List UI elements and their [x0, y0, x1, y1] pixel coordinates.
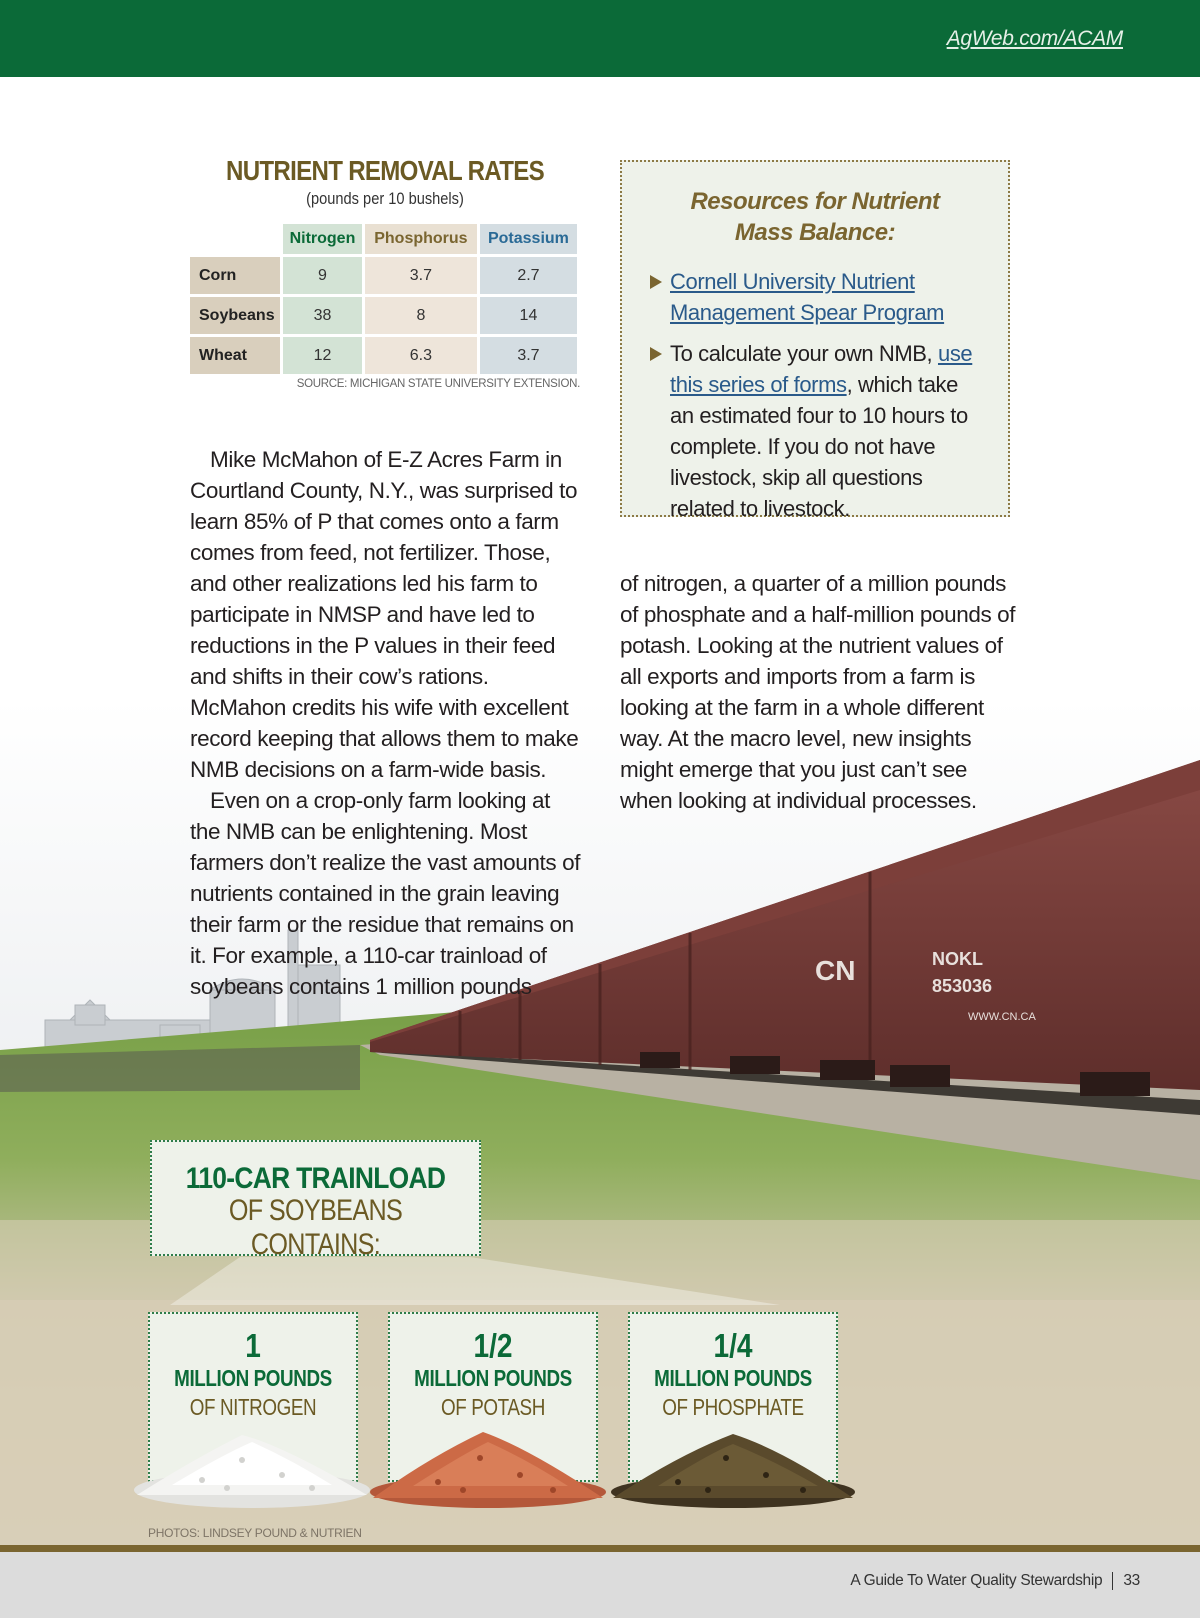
train-id-number: 853036: [932, 976, 993, 996]
article-column-left: [190, 444, 585, 1002]
amount-nutrient: OF NITROGEN: [189, 1394, 317, 1420]
row-header: Wheat: [190, 337, 280, 374]
amount-unit: MILLION POUNDS: [414, 1365, 572, 1391]
resource-text-pre: To calculate your own NMB,: [670, 341, 938, 366]
table-title: NUTRIENT REMOVAL RATES: [226, 155, 544, 186]
nutrient-table-block: [190, 155, 580, 390]
amount-value: 1/2: [473, 1327, 513, 1364]
resources-title-line2: Mass Balance:: [734, 219, 896, 246]
table-cell: 3.7: [365, 257, 477, 294]
resource-item: [650, 338, 980, 524]
table-cell: 12: [283, 337, 362, 374]
table-cell: 14: [480, 297, 577, 334]
header-bar: [0, 0, 1200, 77]
table-corner: [190, 224, 280, 254]
publication-title: A Guide To Water Quality Stewardship: [850, 1572, 1103, 1590]
table-cell: 2.7: [480, 257, 577, 294]
table-cell: 6.3: [365, 337, 477, 374]
trainload-callout: [150, 1140, 481, 1261]
footer-rule: [0, 1545, 1200, 1552]
article-paragraph: Mike McMahon of E-Z Acres Farm in Courtland County, N.Y., was surprised to learn 85% of P that comes onto a farm comes from feed, not fertilizer. Those, and other realizations led his farm to participate in NMSP and have led to reductions in the P values in their feed and shifts in their cow’s rations. McMahon credits his wife with excellent record keeping that allows them to make NMB decisions on a farm-wide basis.: [190, 447, 579, 782]
table-row: [190, 337, 577, 374]
amount-nutrient: OF PHOSPHATE: [662, 1394, 804, 1420]
footer-text: [850, 1572, 1140, 1590]
train-id-top: NOKL: [932, 949, 983, 969]
resources-title-line1: Resources for Nutrient: [690, 188, 940, 215]
amount-value: 1: [245, 1327, 261, 1364]
resource-text-post: , which take an estimated four to 10 hours to complete. If you do not have livestock, skip all questions related to livestock.: [670, 372, 968, 521]
resources-list: [650, 266, 1008, 524]
footer-bar: [0, 1552, 1200, 1618]
article-paragraph: Even on a crop-only farm looking at the NMB can be enlightening. Most farmers don’t realize the vast amounts of nutrients contained in the grain leaving their farm or the residue that remains on it. For example, a 110-car trainload of soybeans contains 1 million pounds: [190, 788, 581, 999]
footer-separator: [1112, 1572, 1113, 1590]
trainload-line1: 110-CAR TRAINLOAD: [185, 1162, 446, 1195]
train-web: WWW.CN.CA: [968, 1011, 1036, 1023]
table-subtitle: (pounds per 10 bushels): [306, 189, 464, 208]
nmb-forms-link[interactable]: use this series of forms: [670, 341, 973, 397]
header-url-link[interactable]: AgWeb.com/ACAM: [946, 27, 1123, 50]
row-header: Corn: [190, 257, 280, 294]
row-header: Soybeans: [190, 297, 280, 334]
amount-unit: MILLION POUNDS: [654, 1365, 812, 1391]
table-cell: 9: [283, 257, 362, 294]
amount-value: 1/4: [713, 1327, 753, 1364]
table-source: SOURCE: MICHIGAN STATE UNIVERSITY EXTENSION.: [296, 378, 580, 390]
triangle-bullet-icon: [650, 275, 662, 289]
amount-unit: MILLION POUNDS: [174, 1365, 332, 1391]
resource-item: [650, 266, 980, 328]
resources-box: [620, 160, 1010, 521]
trainload-line2: OF SOYBEANS CONTAINS:: [228, 1194, 403, 1261]
table-cell: 3.7: [480, 337, 577, 374]
cornell-nmsp-link[interactable]: Cornell University Nutrient Management Spear Program: [670, 269, 945, 325]
table-cell: 8: [365, 297, 477, 334]
article-paragraph: of nitrogen, a quarter of a million pounds of phosphate and a half-million pounds of potash. Looking at the nutrient values of all exports and imports from a farm is looking at the farm in a whole different way. At the macro level, new insights might emerge that you just can’t see when looking at individual processes.: [620, 571, 1016, 813]
photo-credit: PHOTOS: LINDSEY POUND & NUTRIEN: [148, 1526, 362, 1540]
nitrogen-pile-image: [132, 1420, 372, 1510]
column-header-potassium: Potassium: [480, 224, 577, 254]
phosphate-pile-image: [608, 1420, 858, 1510]
page-number: 33: [1123, 1572, 1140, 1590]
column-header-nitrogen: Nitrogen: [283, 224, 362, 254]
table-row: [190, 297, 577, 334]
article-column-right: [620, 568, 1020, 816]
nutrient-table: [187, 221, 580, 377]
column-header-phosphorus: Phosphorus: [365, 224, 477, 254]
amount-nutrient: OF POTASH: [441, 1394, 545, 1420]
train-logo: CN: [815, 955, 856, 986]
table-row: [190, 257, 577, 294]
potash-pile-image: [368, 1420, 608, 1510]
triangle-bullet-icon: [650, 347, 662, 361]
table-cell: 38: [283, 297, 362, 334]
resources-title: [622, 186, 1008, 248]
